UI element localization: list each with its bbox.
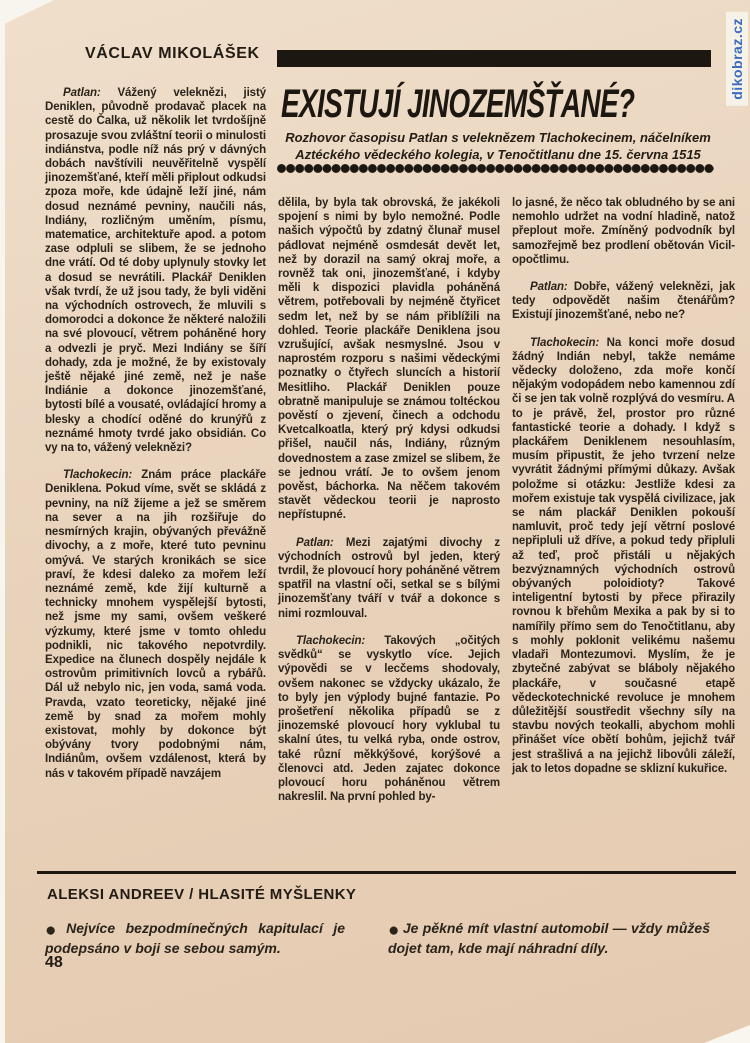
text-column-1	[45, 86, 266, 794]
aphorism-text: Nejvíce bezpodmínečných kapitulací je podepsáno v boji se sebou samým.	[45, 920, 345, 956]
aphorism-left	[45, 918, 345, 958]
aphorism-text: Je pěkné mít vlastní automobil — vždy můžeš dojet tam, kde mají náhradní díly.	[388, 920, 710, 956]
paragraph-text: Vážený veleknězi, jistý Deniklen, původně prodavač placek na cestě do Čalka, už několik let tvrdošíjně prosazuje svou zvláštní teorii o minulosti indiánstva, podle níž nás prý v dávných dobách navštívili neuvěřitelně vyspělí jinozemšťané, kteří měli připlout odkudsi zpoza moře, kde údajně leží jiné, nám dosud neznámé pevniny, naučili nás, Indiány, rozličným uměním, písmu, matematice, architektuře apod. a potom zase odpluli se slibem, že se jednoho dne vrátí. Od té doby uplynuly stovky let a dosud se nevrátili. Plackář Deniklen však tvrdí, že už jsou tady, že byli viděni na východních ostrovech, že mluvili s domorodci a dokonce že některé naložili na své plovoucí, větrem poháněné hory a odvezli je pryč. Mezi Indiány se šíří dohady, zda je možné, že by existovaly ještě nějaké jiné země, než je naše Indiánie a dokonce jinozemšťané, bytosti bílé a vousaté, ovládající hromy a blesky a chodící oděné do krunýřů z neznámé hmoty tvrdé jako obsidián. Co vy na to, vážený veleknězi?	[45, 87, 266, 455]
bullet-icon: ●	[45, 920, 64, 941]
article-title: EXISTUJÍ JINOZEMŠŤANÉ?	[281, 82, 635, 126]
footer-divider-rule	[37, 871, 736, 874]
speaker-label: Patlan:	[63, 87, 101, 99]
bullet-icon: ●	[388, 920, 400, 941]
paragraph-patlan-1	[45, 86, 266, 455]
header-black-bar	[277, 50, 711, 67]
scan-edge-left	[0, 0, 5, 1043]
paragraph-text: lo jasné, že něco tak obludného by se ani nemohlo udržet na vodní hladině, natož přeplout moře. Zmíněný podvodník byl samozřejmě bez prodlení obětován Vicil-opočtlimu.	[512, 197, 735, 266]
paragraph-continuation	[278, 196, 500, 523]
scan-corner-top-left	[0, 0, 54, 26]
speaker-label: Patlan:	[530, 281, 568, 294]
aphorism-right	[388, 918, 710, 958]
scan-corner-bottom-right	[704, 1025, 750, 1043]
speaker-label: Tlachokecin:	[296, 634, 366, 647]
paragraph-text: Znám práce plackáře Deniklena. Pokud víme, svět se skládá z pevniny, na níž žijeme a jež se směrem na sever a na jih rozšiřuje do nesmírných krajin, obývaných převážně divochy, a z moře, které tuto pevninu omývá. Ve starých kronikách se sice praví, že kdesi daleko za mořem leží neznámé země, kde žijí kulturně a technicky mnohem vyspělejší bytosti, než jsme my sami, ovšem veškeré výzkumy, které jsme v tomto ohledu podnikli, nic takového nepotvrdily. Expedice na člunech dospěly nejdále k ostrovům primitivních lovců a rybářů. Dál už nebylo nic, jen voda, samá voda. Pravda, vzato teoreticky, nějaké jiné země by snad za mořem mohly existovat, mohly by dokonce být obývány tvory podobnými nám, Indiánům, ovšem vzdálenost, která by nás v takovém případě navzájem	[45, 469, 266, 780]
paragraph-text: Na konci moře dosud žádný Indián nebyl, takže nemáme vědecky doloženo, zda moře končí nějakým vodopádem nebo kamennou zdí či se jen tak volně rozplývá do vesmíru. A to je právě, žel, prostor pro různé fantastické teorie a dohady. I když s plackářem Deniklenem nesouhlasím, musím připustit, že jeho tvrzení nelze vyvrátit žádnými přímými důkazy. Avšak položme si otázku: Jestliže kdesi za mořem existuje tak vyspělá civilizace, jak se nám plackář Deniklen pokouší namluvit, proč tedy její větrní poslové nepřipluli už dříve, a pokud tedy připluli až teď, proč přistáli u nějakých bezvýznamných východních ostrovů obývaných poloidioty? Takové inteligentní bytosti by přece přirazily rovnou k břehům Mexika a pak by si to namířily přímo sem do Tenočtitlanu, aby s mohly poklonit velikému našemu vladaři Montezumovi. Myslím, že je zbytečné zabývat se bláboly nějakého plackáře, v současné etapě vědeckotechnické revoluce je mnohem důležitější soustředit všechny síly na stavbu nových teokalli, abychom mohli přinášet více obětí bohům, jejichž tvář jest strašlivá a na jejichž libovůli záleží, jak to letos dopadne se sklizní kukuřice.	[512, 336, 735, 775]
article-subtitle	[278, 129, 718, 163]
speaker-label: Tlachokecin:	[63, 469, 133, 482]
subtitle-line-1: Rozhovor časopisu Patlan s veleknězem Tlachokecinem, náčelníkem	[285, 130, 711, 145]
paragraph-text: Takových „očitých svědků“ se vyskytlo více. Jejich výpovědi se v lecčems shodovaly, ovšem nakonec se vždycky ukázalo, že to byly jen výplody bujné fantazie. Po prošetření několika případů se z jinozemské plovoucí hory vyklubal tu skalní útes, tu velká ryba, onde ostrov, také různí měkkýšové, korýšové a členovci atd. Jeden zajatec dokonce plovoucí horu poháněnou větrem nakreslil. Na první pohled by-	[278, 634, 500, 804]
subtitle-line-2: Aztéckého vědeckého kolegia, v Tenočtitlanu dne 15. června 1515	[295, 147, 701, 162]
paragraph-text: dělila, by byla tak obrovská, že jakékoli spojení s nimi by bylo nemožné. Podle našich výpočtů by zdatný člunař musel pádlovat nejméně osmdesát devět let, než by dorazil na samý okraj moře, a rovněž tak oni, jinozemšťané, i kdyby měli k dispozici plavidla poháněná větrem, potřebovali by nejméně čtyřicet sedm let, než by se nám přiblížili na dohled. Teorie plackáře Deniklena jsou vzrušující, avšak nesmyslné. Jsou v naprostém rozporu s našimi vědeckými poznatky o čtyřech sluncích a historií Mesitliho. Plackář Deniklen pouze obratně manipuluje se známou toltéckou pověstí o zjevení, činech a odchodu Kvetcalkoatla, který prý kdysi odkudsi přišel, naučil nás, Indiány, různým dovednostem a zase zmizel se slibem, že se jednou vrátí. Je to ovšem jenom pověst, báchorka. Na něčem takovém stavět vědeckou teorii je naprosto nepřístupné.	[278, 197, 500, 522]
speaker-label: Patlan:	[296, 536, 334, 549]
dotted-divider	[277, 163, 714, 174]
page-number: 48	[45, 954, 63, 971]
paragraph-tlachokecin-2	[278, 634, 500, 804]
paragraph-continuation	[512, 196, 735, 267]
author-byline: VÁCLAV MIKOLÁŠEK	[85, 45, 260, 62]
paragraph-tlachokecin-3	[512, 336, 735, 776]
watermark-dikobraz: dikobraz.cz	[726, 12, 748, 106]
paragraph-tlachokecin-1	[45, 468, 266, 780]
footer-section-heading: ALEKSI ANDREEV / HLASITÉ MYŠLENKY	[47, 886, 357, 903]
paragraph-patlan-2	[278, 536, 500, 621]
paragraph-text: Mezi zajatými divochy z východních ostrovů byl jeden, který tvrdil, že plovoucí hory poháněné větrem spatřil na vlastní oči, setkal se s bílými jinozemšťany tváří v tvář a dokonce s nimi rozmlouval.	[278, 536, 500, 620]
paragraph-text: Dobře, vážený veleknězi, jak tedy odpovědět našim čtenářům? Existují jinozemšťané, nebo ne?	[512, 281, 735, 322]
text-column-2	[278, 196, 500, 817]
speaker-label: Tlachokecin:	[530, 336, 600, 349]
paragraph-patlan-3	[512, 280, 735, 323]
text-column-3	[512, 196, 735, 789]
